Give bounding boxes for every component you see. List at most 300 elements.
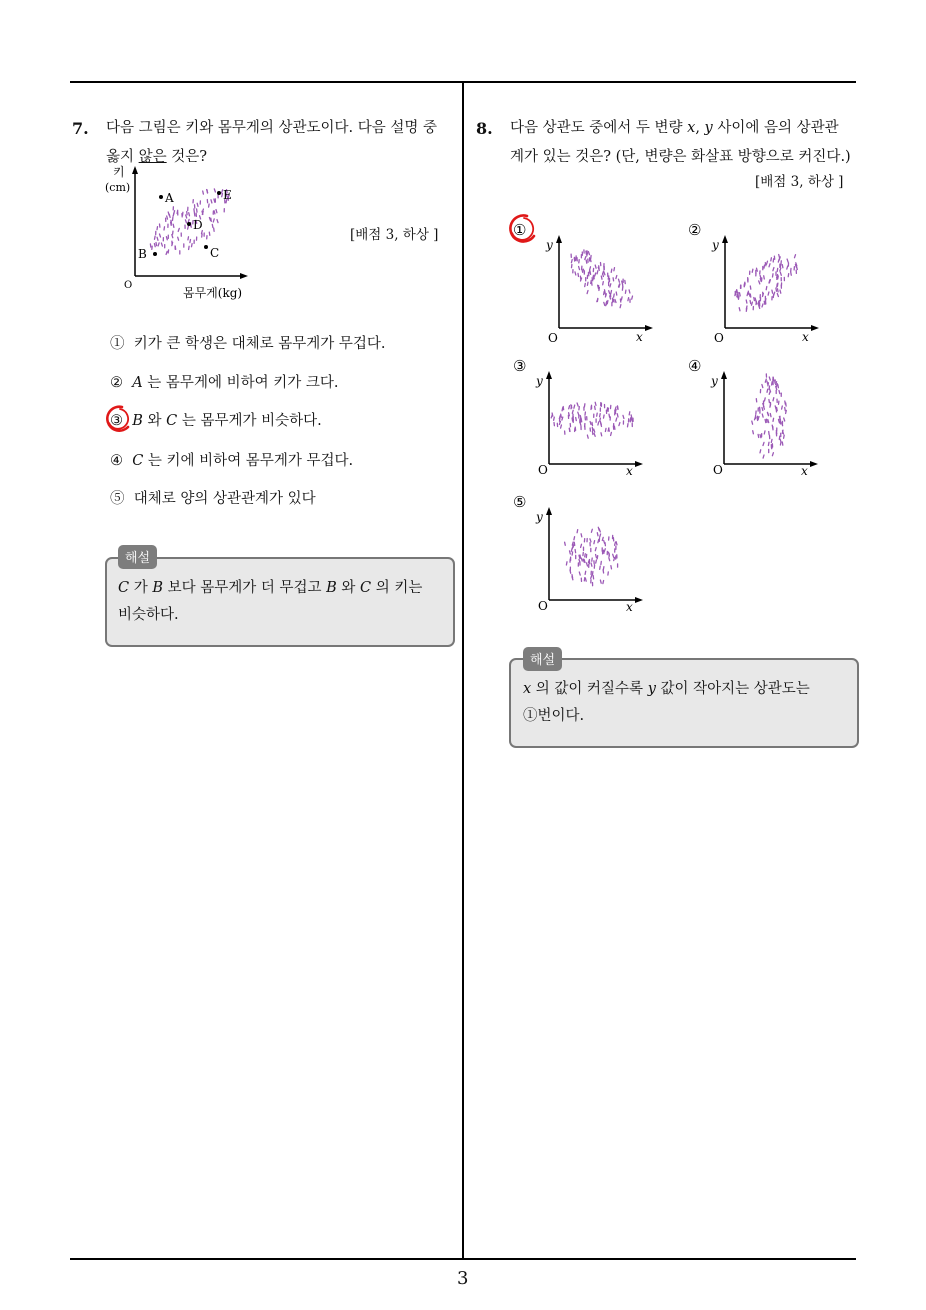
q7-text-line1: 다음 그림은 키와 몸무게의 상관도이다. 다음 설명 중 <box>106 120 438 136</box>
q8-option-4-dot <box>782 430 783 433</box>
q8-option-3-dot <box>628 424 629 427</box>
q8-option-4-dot <box>765 379 766 382</box>
q7-ylabel-unit: (cm) <box>105 181 131 194</box>
q8-option-2-dot <box>779 255 780 258</box>
q8-option-5-dot <box>604 541 605 544</box>
q8-option-4-dot <box>779 391 780 394</box>
q8-number: 8. <box>476 119 493 138</box>
q7-option-2[interactable] <box>110 371 338 392</box>
q8-option-4-dot <box>773 377 774 380</box>
q8-option-1-dot <box>597 271 598 274</box>
q8-option-2-dot <box>788 274 789 277</box>
q8-option-3-dot <box>600 414 601 417</box>
q7-dot <box>171 222 172 225</box>
q7-label-a: A <box>165 191 174 205</box>
q8-option-3-dot <box>615 409 616 412</box>
q8-option-1-dot <box>614 294 615 297</box>
q8-option-4-dot <box>762 385 763 388</box>
q8-option-2-dot <box>774 292 775 295</box>
q8-option-4-origin: O <box>713 463 723 477</box>
q8-explanation-line1 <box>523 676 853 703</box>
q7-explanation-text <box>118 575 448 629</box>
q8-option-3-dot <box>561 414 562 417</box>
q8-option-4-dot <box>780 439 781 442</box>
q8-option-3-dot <box>571 406 572 409</box>
expl-var: B <box>326 580 337 596</box>
q7-dot <box>161 243 162 246</box>
q8-option-2-dot <box>764 265 765 268</box>
q7-dot <box>214 199 215 202</box>
option-mark: ③ <box>110 413 123 429</box>
q8-option-2-ylabel: y <box>712 238 719 252</box>
q8-option-3-dot <box>551 415 552 418</box>
q8-option-3-dot <box>617 406 618 409</box>
q7-dot <box>190 240 191 243</box>
q8-option-3-ylabel: y <box>536 374 543 388</box>
q8-option-1-dot <box>611 269 612 272</box>
q8-option-2-dot <box>768 292 769 295</box>
option-variable: B <box>132 413 143 429</box>
q8-question-text <box>510 114 860 172</box>
q8-option-5-dot <box>590 539 591 542</box>
q8-option-3-dot <box>616 418 617 421</box>
q8-option-3-origin: O <box>538 463 548 477</box>
q8-option-3-dot <box>605 428 606 431</box>
q7-dot <box>174 211 175 214</box>
q7-option-5[interactable] <box>110 487 316 508</box>
q7-explanation-tag: 해설 <box>118 545 157 569</box>
q8-option-5-dot <box>591 575 592 578</box>
q8-option-4-dot <box>772 446 773 449</box>
q8-option-1-dot <box>589 270 590 273</box>
q8-option-3-dot <box>630 419 631 422</box>
q8-option-2-dot <box>778 289 779 292</box>
q8-option-5-dot <box>579 572 580 575</box>
q8-option-3-dot <box>576 418 577 421</box>
expl-var: x <box>523 681 532 697</box>
q8-option-4-chart[interactable] <box>675 354 825 482</box>
q8-option-1-dot <box>606 303 607 306</box>
q8-option-1-dot <box>632 296 633 299</box>
q8-option-4-dot <box>758 434 759 437</box>
q8-option-1-dot <box>586 260 587 263</box>
q8-option-2-dot <box>780 268 781 271</box>
option-text: 는 몸무게가 비슷하다. <box>177 413 322 429</box>
q8-option-3-dot <box>614 426 615 429</box>
q8-explanation-tag: 해설 <box>523 647 562 671</box>
q8-option-4-dot <box>772 453 773 456</box>
q8-option-5-dot <box>587 563 588 566</box>
q8-option-4-dot <box>760 450 761 453</box>
q8-option-4-dot <box>779 436 780 439</box>
q8-option-2-dot <box>778 259 779 262</box>
q8-option-4-dot <box>782 442 783 445</box>
q8-option-2-dot <box>767 261 768 264</box>
q8-option-1-dot <box>592 278 593 281</box>
q7-point-e <box>217 191 221 195</box>
q7-dot <box>185 220 186 223</box>
option-text: 대체로 양의 상관관계가 있다 <box>133 491 316 507</box>
q7-explanation-line1 <box>118 575 448 602</box>
q8-option-3-dot <box>554 417 555 420</box>
q8-option-2-dot <box>752 302 753 305</box>
q8-option-1-dot <box>615 299 616 302</box>
q7-dot <box>166 237 167 240</box>
q8-option-1-dot <box>590 267 591 270</box>
q8-option-4-dots <box>752 374 787 458</box>
q8-option-5-dot <box>599 529 600 532</box>
q7-dot-cloud <box>150 189 229 255</box>
q8-option-5-dot <box>591 529 592 532</box>
q8-option-2-dot <box>746 300 747 303</box>
q7-dot <box>160 234 161 237</box>
option-mark: ④ <box>110 453 123 469</box>
q8-option-3-dot <box>609 414 610 417</box>
q7-answer-circle-mark <box>102 403 134 435</box>
q8-option-2-dot <box>777 268 778 271</box>
option-text: 는 키에 비하여 몸무게가 무겁다. <box>143 453 354 469</box>
page-number: 3 <box>457 1268 469 1289</box>
q7-dot <box>178 237 179 240</box>
q8-var-x: x <box>687 120 696 136</box>
q8-option-4-ylabel: y <box>711 374 718 388</box>
q8-option-5-dot <box>616 542 617 545</box>
q8-option-1-dot <box>610 296 611 299</box>
expl-var: C <box>360 580 372 596</box>
q7-point-d <box>187 222 191 226</box>
q8-option-5-dot <box>591 563 592 566</box>
q8-option-1-dot <box>582 269 583 272</box>
q8-option-1-dot <box>595 273 596 276</box>
q7-explanation-line2: 비슷하다. <box>118 607 179 623</box>
option-text: 키가 큰 학생은 대체로 몸무게가 무겁다. <box>133 336 386 352</box>
expl-text: 의 값이 커질수록 <box>531 681 648 697</box>
q8-option-4-dot <box>771 439 772 442</box>
q8-option-4-dot <box>776 384 777 387</box>
q7-score: [배점 3, 하상 ] <box>350 227 439 243</box>
q8-option-2-dot <box>787 259 788 262</box>
q8-option-1-ylabel: y <box>546 238 553 252</box>
q7-dot <box>209 204 210 207</box>
q8-option-4-dot <box>766 419 767 422</box>
q8-option-5-dot <box>595 548 596 551</box>
q7-dot <box>188 237 189 240</box>
q8-option-1-dot <box>579 267 580 270</box>
q7-dot <box>194 213 195 216</box>
q8-option-4-dot <box>752 421 753 424</box>
q8-option-1-dot <box>578 273 579 276</box>
q8-option-3-dot <box>574 405 575 408</box>
q8-option-1-dot <box>588 252 589 255</box>
q8-text-line1 <box>510 114 860 143</box>
q7-dot <box>197 203 198 206</box>
q8-option-5-dot <box>603 581 604 584</box>
q8-option-2-dot <box>739 308 740 311</box>
expl-text: 와 <box>336 580 361 596</box>
q8-option-4-dot <box>767 381 768 384</box>
q8-option-1-dot <box>613 299 614 302</box>
q8-option-5-dot <box>594 541 595 544</box>
q8-option-1-dot <box>587 291 588 294</box>
q8-option-2-dot <box>754 298 755 301</box>
q8-option-1-dot <box>585 257 586 260</box>
q8-option-5-dot <box>585 554 586 557</box>
q8-option-1-dot <box>587 251 588 254</box>
q7-label-e: E <box>223 188 232 202</box>
q8-option-2-dot <box>795 255 796 258</box>
q8-option-4-dot <box>770 414 771 417</box>
q8-option-3-dot <box>632 419 633 422</box>
q8-option-2-xlabel: x <box>802 330 809 344</box>
q8-option-2-origin: O <box>714 331 724 345</box>
q8-option-4-dot <box>773 418 774 421</box>
q8-option-5-dot <box>571 548 572 551</box>
expl-var: B <box>152 580 163 596</box>
q7-ylabel: 키 <box>113 165 125 179</box>
q8-var-y: y <box>704 120 713 136</box>
q8-option-2-dot <box>746 306 747 309</box>
q7-label-b: B <box>138 247 147 261</box>
q7-dot <box>157 227 158 230</box>
q7-number: 7. <box>72 119 89 138</box>
q8-option-2-dot <box>776 288 777 291</box>
column-divider <box>462 82 464 1260</box>
q8-option-3-dot <box>595 406 596 409</box>
q7-dot <box>173 224 174 227</box>
q7-point-a <box>159 195 163 199</box>
option-text: 와 <box>142 413 167 429</box>
q8-option-5-ylabel: y <box>536 510 543 524</box>
q8-option-3-dot <box>569 428 570 431</box>
q8-score: [배점 3, 하상 ] <box>755 174 844 190</box>
q7-scatter-chart <box>100 160 260 305</box>
q8-option-5-dot <box>581 544 582 547</box>
q8-option-1-dot <box>604 302 605 305</box>
q8-option-5-dot <box>611 566 612 569</box>
q8-option-3-dot <box>617 414 618 417</box>
q8-option-5-dot <box>566 562 567 565</box>
q7-option-4[interactable] <box>110 449 353 470</box>
q8-option-3-dot <box>559 416 560 419</box>
expl-text: 의 키는 <box>371 580 423 596</box>
q8-option-5-dot <box>613 554 614 557</box>
option-variable: C <box>132 453 144 469</box>
q8-option-1-dot <box>611 291 612 294</box>
q8-option-3-dot <box>604 415 605 418</box>
q8-option-4-dot <box>760 435 761 438</box>
q8-option-2-dot <box>757 268 758 271</box>
q8-text-post: 사이에 음의 상관관 <box>712 120 839 136</box>
q8-option-4-dot <box>775 406 776 409</box>
q8-option-4-dot <box>765 420 766 423</box>
q8-option-2-dot <box>750 301 751 304</box>
q7-option-3[interactable] <box>110 409 322 430</box>
q7-dot <box>172 243 173 246</box>
q8-option-5-dot <box>600 580 601 583</box>
q8-option-1-dot <box>587 282 588 285</box>
q8-option-2-dot <box>787 266 788 269</box>
q7-dot <box>156 243 157 246</box>
q8-option-2-dot <box>771 258 772 261</box>
q8-option-5-dot <box>565 542 566 545</box>
q8-option-4-dot <box>778 385 779 388</box>
q8-option-5-dot <box>600 566 601 569</box>
q7-dot <box>192 244 193 247</box>
q8-option-5-dot <box>603 567 604 570</box>
q8-option-5-dot <box>584 578 585 581</box>
expl-text: 값이 작아지는 상관도는 <box>655 681 810 697</box>
q8-option-2-dot <box>765 263 766 266</box>
q7-point-b <box>153 252 157 256</box>
q8-option-1-dots <box>571 250 632 308</box>
q8-option-3-dot <box>592 431 593 434</box>
q8-option-3-dot <box>623 415 624 418</box>
q8-option-2-dot <box>748 291 749 294</box>
q8-option-2-dot <box>759 301 760 304</box>
q8-option-3-dot <box>629 412 630 415</box>
q8-option-1-dot <box>585 283 586 286</box>
q8-option-1-dot <box>575 272 576 275</box>
q7-point-c <box>204 245 208 249</box>
q8-option-5-dot <box>615 542 616 545</box>
q8-option-5-dot <box>596 555 597 558</box>
q8-option-5-dot <box>596 560 597 563</box>
q8-option-3-dot <box>611 432 612 435</box>
q8-option-4-dot <box>779 419 780 422</box>
q8-option-3-dot <box>608 428 609 431</box>
q8-option-1-dot <box>625 290 626 293</box>
q8-option-3-dot <box>587 435 588 438</box>
q7-dot <box>217 220 218 223</box>
q8-option-3-dot <box>569 406 570 409</box>
q7-dot <box>169 214 170 217</box>
q8-option-4-dot <box>782 406 783 409</box>
q7-dot <box>172 235 173 238</box>
q8-option-4-dot <box>762 414 763 417</box>
q8-option-2-dot <box>780 272 781 275</box>
q8-option-5-dot <box>577 530 578 533</box>
q8-option-3-dot <box>619 423 620 426</box>
q8-option-4-dot <box>773 398 774 401</box>
q8-text-line2: 계가 있는 것은? (단, 변량은 화살표 방향으로 커진다.) <box>510 149 851 165</box>
q8-option-5-origin: O <box>538 599 548 613</box>
q8-option-5-mark: ⑤ <box>513 493 527 511</box>
q7-dot <box>166 251 167 254</box>
q8-option-4-xlabel: x <box>801 464 808 478</box>
q8-option-5-dot <box>585 571 586 574</box>
q8-option-2-dot <box>773 274 774 277</box>
q8-option-5-dot <box>597 556 598 559</box>
q8-option-3-dot <box>562 417 563 420</box>
q7-dot <box>213 219 214 222</box>
option-variable: A <box>132 375 143 391</box>
q8-option-3-dot <box>559 421 560 424</box>
q8-option-4-dot <box>762 408 763 411</box>
q8-option-3-dot <box>580 419 581 422</box>
q7-dot <box>186 215 187 218</box>
expl-text: 가 <box>129 580 153 596</box>
q8-option-2-dots <box>735 255 797 312</box>
q7-dot <box>214 189 215 192</box>
q8-option-1-dot <box>604 292 605 295</box>
q8-option-1-dot <box>601 276 602 279</box>
q8-option-3-chart[interactable] <box>500 354 650 482</box>
q8-option-3-dot <box>592 427 593 430</box>
q8-option-3-dot <box>594 433 595 436</box>
q8-option-4-dot <box>757 417 758 420</box>
q8-option-2-dot <box>782 265 783 268</box>
q8-option-1-dot <box>571 260 572 263</box>
q8-option-3-dot <box>590 422 591 425</box>
q8-option-3-dot <box>577 403 578 406</box>
q8-option-3-dot <box>601 423 602 426</box>
q8-option-2-dot <box>773 268 774 271</box>
q7-option-1[interactable] <box>110 332 385 353</box>
expl-var: C <box>118 580 130 596</box>
q7-dot <box>189 246 190 249</box>
q8-option-3-dot <box>600 418 601 421</box>
option-variable: C <box>166 413 178 429</box>
q8-option-3-dot <box>562 408 563 411</box>
q7-dot <box>214 211 215 214</box>
q8-option-1-dot <box>595 265 596 268</box>
q7-dot <box>178 228 179 231</box>
q7-dot <box>209 232 210 235</box>
q7-label-d: D <box>193 218 203 232</box>
q8-option-5-dot <box>574 537 575 540</box>
q8-option-1-dot <box>621 297 622 300</box>
q8-option-1-dot <box>622 281 623 284</box>
q8-option-1-dot <box>616 276 617 279</box>
q8-option-4-dot <box>785 408 786 411</box>
q8-option-1-dot <box>605 294 606 297</box>
q8-option-1-xlabel: x <box>636 330 643 344</box>
q8-option-3-dot <box>598 422 599 425</box>
q8-option-3-dot <box>601 433 602 436</box>
q8-option-5-xlabel: x <box>626 600 633 614</box>
q7-dot <box>167 216 168 219</box>
q8-option-2-dot <box>780 290 781 293</box>
q8-option-1-dot <box>590 259 591 262</box>
q8-option-3-xlabel: x <box>626 464 633 478</box>
q8-option-5-chart[interactable] <box>500 490 650 618</box>
q8-option-3-dot <box>578 412 579 415</box>
q8-option-3-dot <box>584 404 585 407</box>
q8-option-5-dot <box>579 555 580 558</box>
q7-underlined-word: 않은 <box>138 149 167 165</box>
q7-dot <box>154 244 155 247</box>
q8-option-1-dot <box>604 272 605 275</box>
q8-option-2-dot <box>764 276 765 279</box>
q8-option-2-chart[interactable] <box>676 218 826 346</box>
q8-option-2-dot <box>791 272 792 275</box>
q8-option-4-dot <box>753 431 754 434</box>
q7-dot <box>211 200 212 203</box>
q8-option-2-dot <box>740 293 741 296</box>
q7-dot <box>189 213 190 216</box>
q8-option-5-dots <box>565 527 618 585</box>
q8-option-5-dot <box>570 551 571 554</box>
q8-option-5-dot <box>572 542 573 545</box>
q8-option-5-dot <box>575 550 576 553</box>
q8-option-1-dot <box>607 301 608 304</box>
q8-option-3-dots <box>551 402 633 438</box>
q8-option-1-dot <box>591 280 592 283</box>
q7-dot <box>212 224 213 227</box>
q8-option-4-dot <box>763 455 764 458</box>
q8-explanation-line2: ①번이다. <box>523 708 585 724</box>
q8-option-2-dot <box>752 269 753 272</box>
